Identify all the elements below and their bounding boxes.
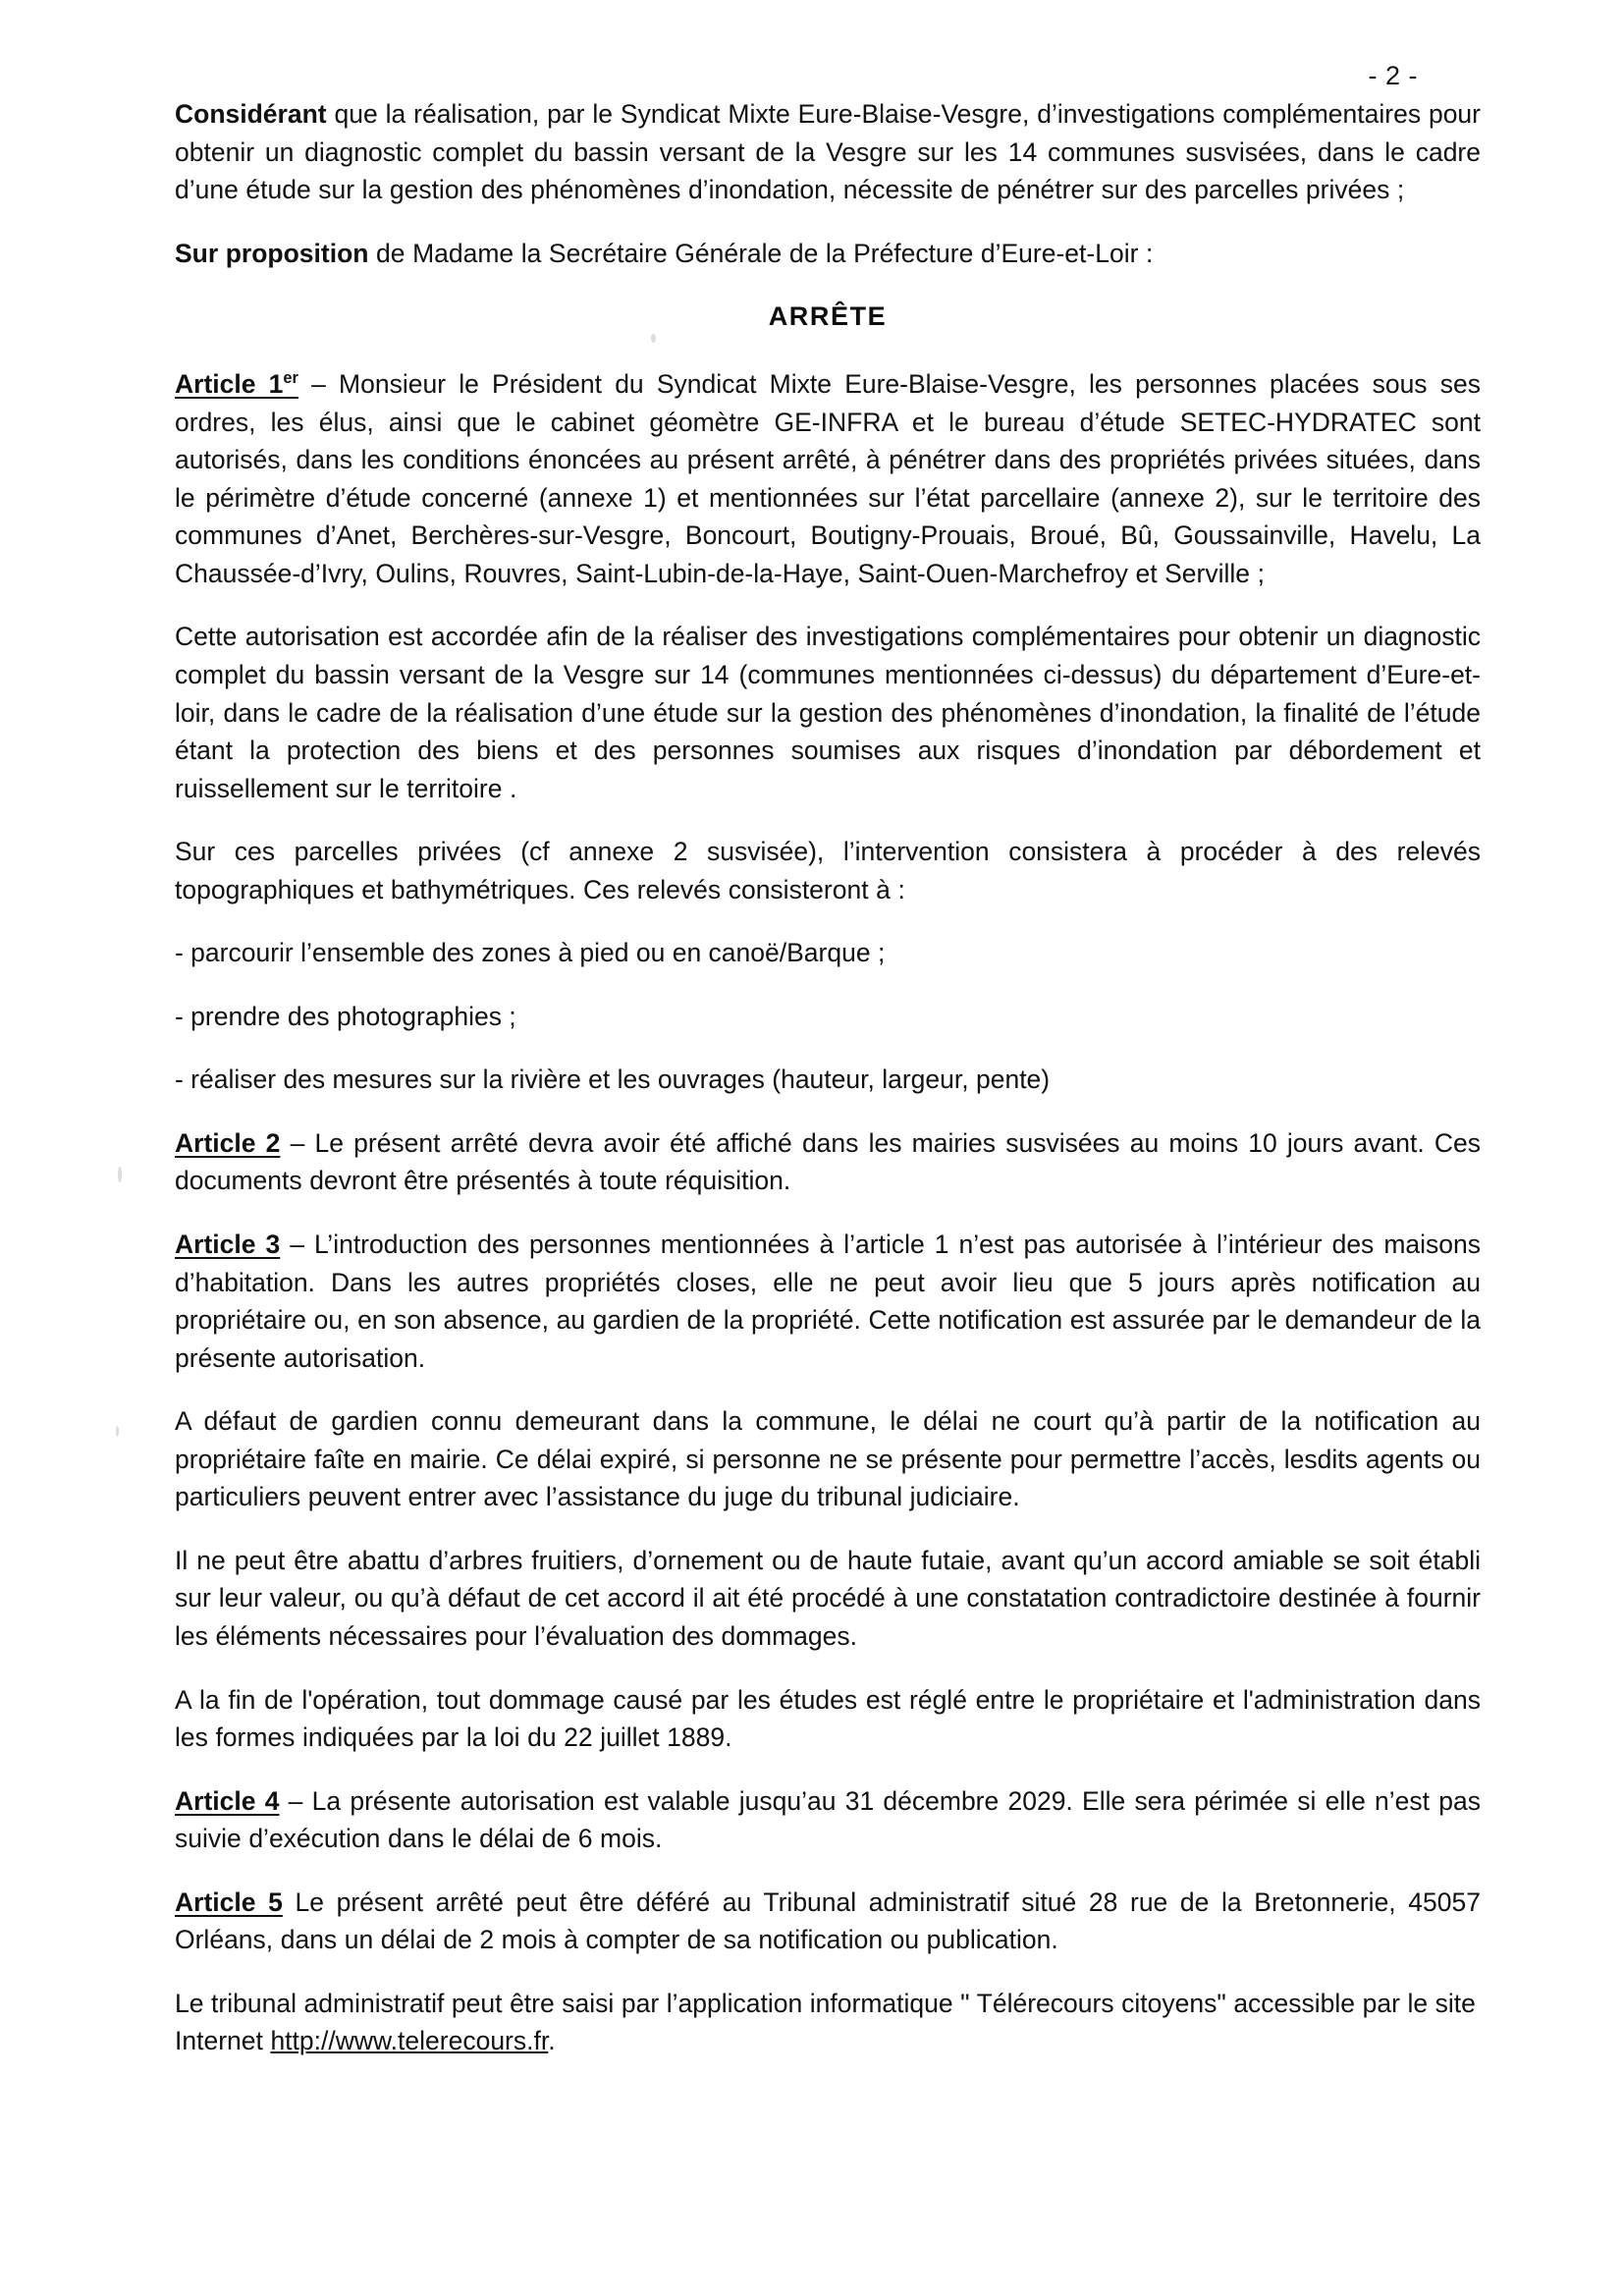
considerant-keyword: Considérant [175,99,327,129]
sur-proposition-keyword: Sur proposition [175,238,369,268]
article-2-label: Article 2 [175,1127,281,1158]
list-item-mesures: - réaliser des mesures sur la rivière et les ouvrages (hauteur, largeur, pente) [175,1065,1051,1095]
sur-proposition-body: de Madame la Secrétaire Générale de la Préfecture d’Eure-et-Loir : [368,238,1154,268]
article-5-body: Le présent arrêté peut être déféré au Tribunal administratif situé 28 rue de la Bretonnerie, 45057 Orléans, dans un délai de 2 mois à compter de sa notification ou publication. [175,1886,1481,1955]
article-3-label: Article 3 [175,1230,281,1260]
paragraph-article-2 [175,1124,1481,1200]
paragraph-article-5 [175,1884,1481,1959]
list-item-photographies: - prendre des photographies ; [175,1001,516,1031]
article-2-body: – Le présent arrêté devra avoir été affiché dans les mairies susvisées au moins 10 jours avant. Ces documents devront être présentés à toute réquisition. [175,1127,1481,1196]
paragraph-article-3 [175,1226,1481,1377]
telerecours-text-before: Le tribunal administratif peut être saisi par l’application informatique " Télérecours citoyens" accessible par le site Internet [175,1988,1476,2056]
article-5-label: Article 5 [175,1886,283,1917]
article-1-label: Article 1er [175,369,298,400]
scan-speckle [116,1426,119,1437]
paragraph-gardien: A défaut de gardien connu demeurant dans la commune, le délai ne court qu’à partir de la notification au propriétaire faîte en mairie. Ce délai expiré, si personne ne se présente pour permettre l’accès, lesdits agents ou particuliers peuvent entrer avec l’assistance du juge du tribunal judiciaire. [175,1406,1481,1512]
considerant-body: que la réalisation, par le Syndicat Mixte Eure-Blaise-Vesgre, d’investigations complémentaires pour obtenir un diagnostic complet du bassin versant de la Vesgre sur les 14 communes susvisées, dans le cadre d’une étude sur la gestion des phénomènes d’inondation, nécessite de pénétrer sur des parcelles privées ; [175,99,1481,205]
page-body [175,61,1481,2086]
heading-arrete: ARRÊTE [768,301,888,332]
article-1-ordinal: er [283,369,298,388]
article-3-body: – L’introduction des personnes mentionnées à l’article 1 n’est pas autorisée à l’intérieur des maisons d’habitation. Dans les autres propriétés closes, elle ne peut avoir lieu que 5 jours après notification au propriétaire ou, en son absence, au gardien de la propriété. Cette notification est assurée par le demandeur de la présente autorisation. [175,1230,1482,1373]
telerecours-text-after: . [548,2026,556,2056]
page-number: - 2 - [1368,61,1418,90]
article-1-body: – Monsieur le Président du Syndicat Mixte Eure-Blaise-Vesgre, les personnes placées sous ses ordres, les élus, ainsi que le cabinet géomètre GE-INFRA et le bureau d’étude SETEC-HYDRATEC sont autorisés, dans les conditions énoncées au présent arrêté, à pénétrer dans des propriétés privées situées, dans le périmètre d’étude concerné (annexe 1) et mentionnées sur l’état parcellaire (annexe 2), sur le territoire des communes d’Anet, Berchères-sur-Vesgre, Boncourt, Boutigny-Prouais, Broué, Bû, Goussainville, Havelu, La Chaussée-d’Ivry, Oulins, Rouvres, Saint-Lubin-de-la-Haye, Saint-Ouen-Marchefroy et Serville ; [175,369,1481,588]
article-4-label: Article 4 [175,1785,280,1816]
paragraph-autorisation: Cette autorisation est accordée afin de la réaliser des investigations complémentaires pour obtenir un diagnostic complet du bassin versant de la Vesgre sur 14 (communes mentionnées ci-dessus) du département d’Eure-et-loir, dans le cadre de la réalisation d’une étude sur la gestion des phénomènes d’inondation, la finalité de l’étude étant la protection des biens et des personnes soumises aux risques d’inondation par débordement et ruissellement sur le territoire . [175,622,1481,803]
article-4-body: – La présente autorisation est valable jusqu’au 31 décembre 2029. Elle sera périmée si elle n’est pas suivie d’exécution dans le délai de 6 mois. [175,1785,1481,1854]
paragraph-considerant [175,95,1481,209]
paragraph-article-1 [175,365,1481,592]
paragraph-fin-operation: A la fin de l'opération, tout dommage causé par les études est réglé entre le propriétaire et l'administration dans les formes indiquées par la loi du 22 juillet 1889. [175,1684,1481,1753]
paragraph-article-4 [175,1782,1481,1858]
paragraph-arbres: Il ne peut être abattu d’arbres fruitiers, d’ornement ou de haute futaie, avant qu’un accord amiable se soit établi sur leur valeur, ou qu’à défaut de cet accord il ait été procédé à une constatation contradictoire destinée à fournir les éléments nécessaires pour l’évaluation des dommages. [175,1545,1481,1651]
paragraph-telerecours [175,1985,1481,2060]
scan-speckle [118,1167,122,1182]
paragraph-sur-proposition [175,235,1481,273]
telerecours-url-link[interactable]: http://www.telerecours.fr [270,2026,549,2056]
paragraph-parcelles: Sur ces parcelles privées (cf annexe 2 susvisée), l’intervention consistera à procéder à des relevés topographiques et bathymétriques. Ces relevés consisteront à : [175,837,1481,904]
list-item-parcourir: - parcourir l’ensemble des zones à pied ou en canoë/Barque ; [175,938,886,968]
